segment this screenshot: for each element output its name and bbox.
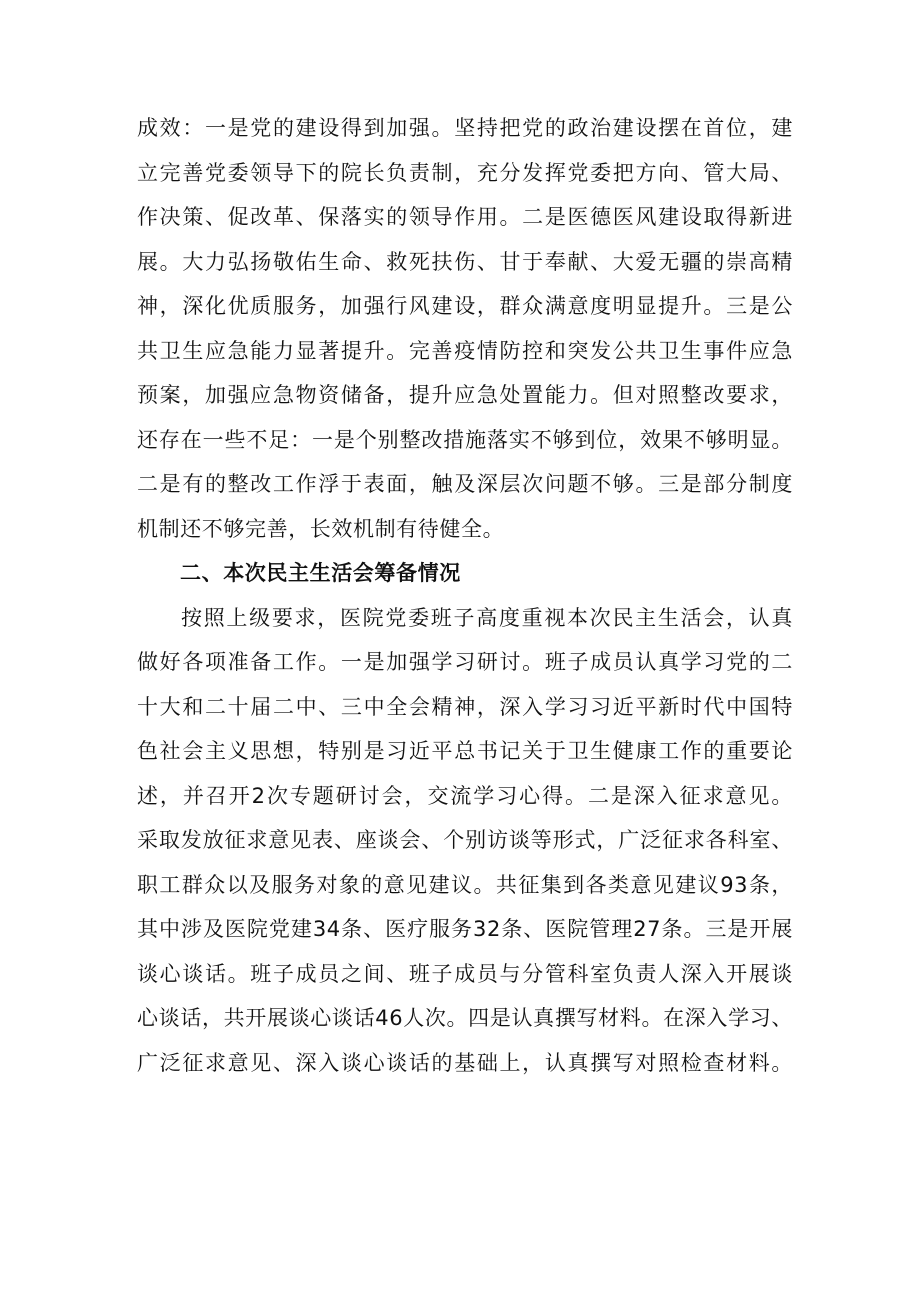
section-heading: 二、本次民主生活会筹备情况 bbox=[180, 561, 461, 585]
text-line: 十大和二十届二中、三中全会精神，深入学习习近平新时代中国特 bbox=[137, 694, 793, 719]
text-line: 广泛征求意见、深入谈心谈话的基础上，认真撰写对照检查材料。 bbox=[137, 1050, 793, 1075]
text-line: 共卫生应急能力显著提升。完善疫情防控和突发公共卫生事件应急 bbox=[137, 338, 793, 363]
text-line: 其中涉及医院党建34条、医疗服务32条、医院管理27条。三是开展 bbox=[137, 917, 793, 941]
text-line: 述，并召开2次专题研讨会，交流学习心得。二是深入征求意见。 bbox=[137, 783, 793, 808]
text-line: 立完善党委领导下的院长负责制，充分发挥党委把方向、管大局、 bbox=[137, 160, 793, 185]
text-line: 谈心谈话。班子成员之间、班子成员与分管科室负责人深入开展谈 bbox=[137, 961, 793, 986]
text-line: 机制还不够完善，长效机制有待健全。 bbox=[137, 516, 505, 541]
paragraph-achievements bbox=[137, 106, 793, 551]
text-line: 预案，加强应急物资储备，提升应急处置能力。但对照整改要求， bbox=[137, 383, 793, 407]
text-line: 心谈话，共开展谈心谈话46人次。四是认真撰写材料。在深入学习、 bbox=[137, 1006, 793, 1030]
text-line: 展。大力弘扬敬佑生命、救死扶伤、甘于奉献、大爱无疆的崇高精 bbox=[137, 249, 793, 274]
text-line: 职工群众以及服务对象的意见建议。共征集到各类意见建议93条， bbox=[137, 872, 793, 897]
text-line: 色社会主义思想，特别是习近平总书记关于卫生健康工作的重要论 bbox=[137, 739, 793, 763]
document-body bbox=[137, 106, 793, 1085]
text-line: 按照上级要求，医院党委班子高度重视本次民主生活会，认真 bbox=[181, 605, 793, 630]
text-line: 成效：一是党的建设得到加强。坚持把党的政治建设摆在首位，建 bbox=[137, 116, 793, 140]
text-line: 神，深化优质服务，加强行风建设，群众满意度明显提升。三是公 bbox=[137, 294, 793, 318]
text-line: 二是有的整改工作浮于表面，触及深层次问题不够。三是部分制度 bbox=[137, 472, 793, 496]
text-line: 做好各项准备工作。一是加强学习研讨。班子成员认真学习党的二 bbox=[137, 650, 793, 674]
text-line: 还存在一些不足：一是个别整改措施落实不够到位，效果不够明显。 bbox=[137, 427, 793, 452]
paragraph-preparation bbox=[137, 596, 793, 1086]
text-line: 作决策、促改革、保落实的领导作用。二是医德医风建设取得新进 bbox=[137, 205, 793, 229]
text-line: 采取发放征求意见表、座谈会、个别访谈等形式，广泛征求各科室、 bbox=[137, 828, 793, 852]
